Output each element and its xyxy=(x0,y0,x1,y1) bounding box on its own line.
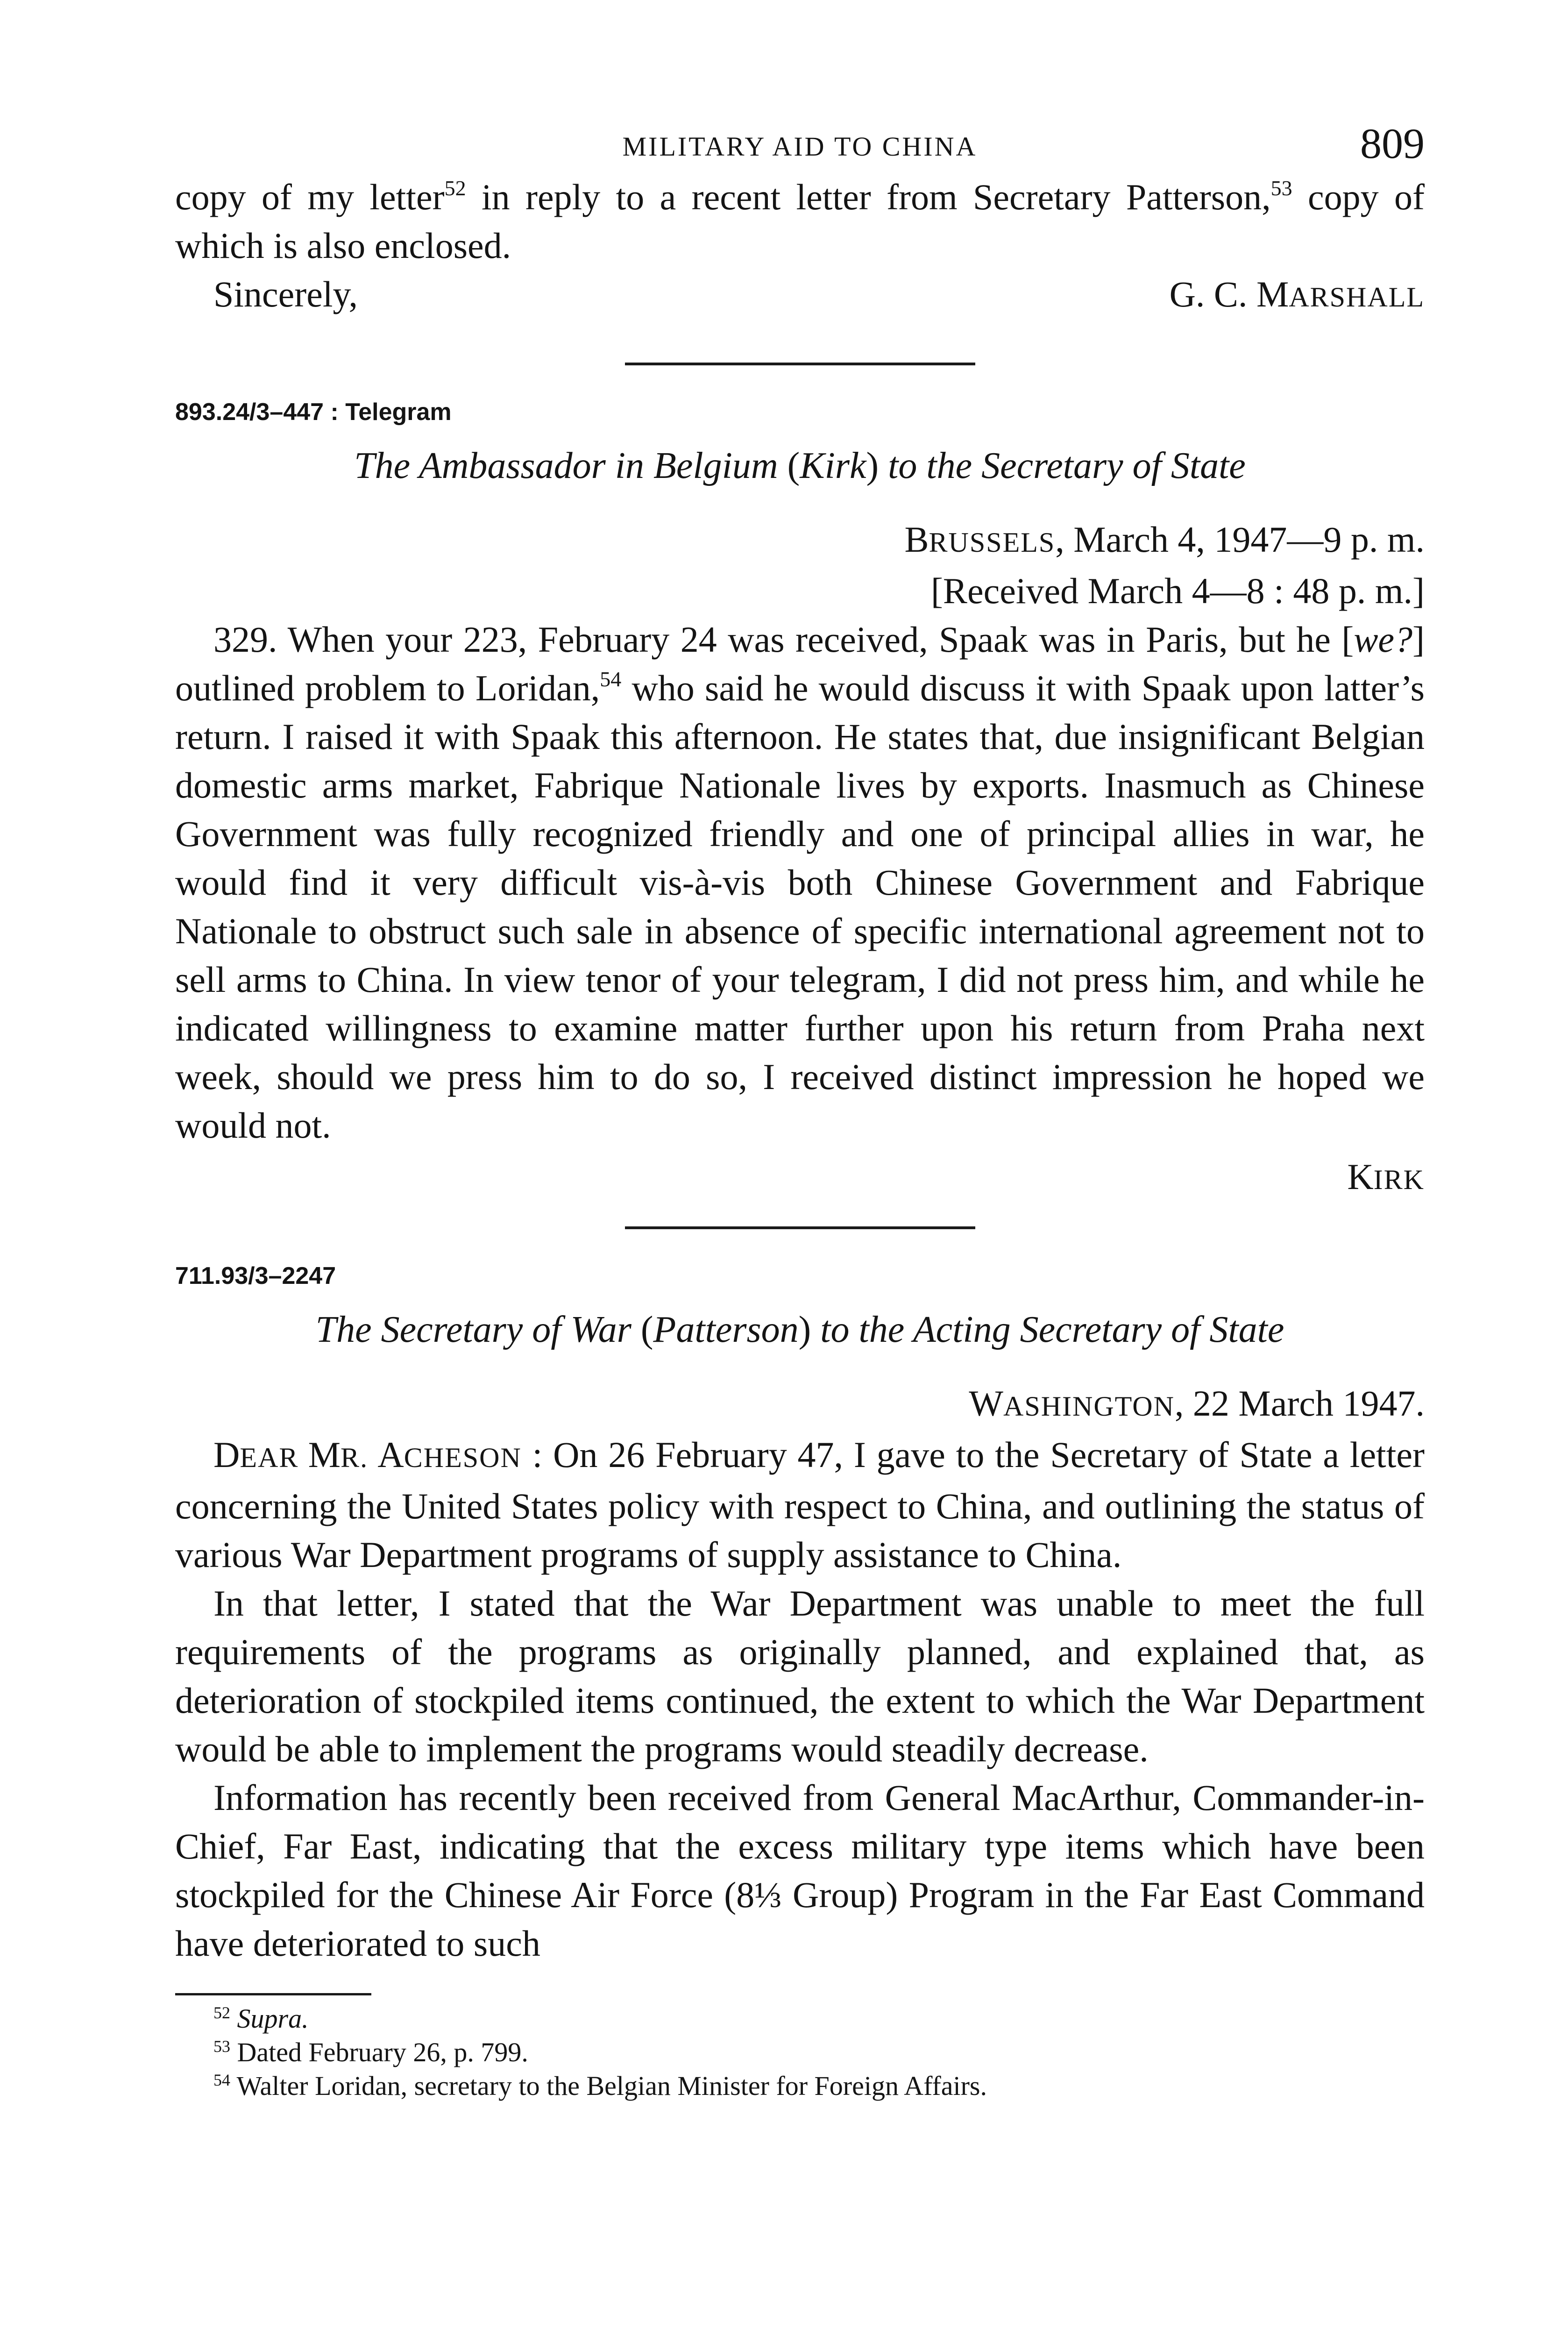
received-line: [Received March 4—8 : 48 p. m.] xyxy=(930,570,1425,611)
footnotes xyxy=(175,2002,1425,2103)
dateline xyxy=(175,1379,1425,1431)
letter-paragraph-3: Information has recently been received from General MacArthur, Commander-in-Chief, Far East, indicating that the excess military type items which have been stockpiled for the Chinese Air Force (8⅓ Group) Program in the Far East Command have deteriorated to such xyxy=(175,1777,1425,1964)
letter-paragraph-1 xyxy=(175,1431,1425,1579)
body-text-segment: who said he would discuss it with Spaak upon latter’s return. I raised it with Spaak this afternoon. He states that, due insignificant Belgian domestic arms market, Fabrique Nationale lives by exports. Inasmuch as Chinese Government was fully recognized friendly and one of principal allies in war, he would find it very difficult vis-à-vis both Chinese Government and Fabrique Nationale to obstruct such sale in absence of specific international agreement not to sell arms to China. In view tenor of your telegram, I did not press him, and while he indicated willingness to examine matter further upon his return from Praha next week, should we press him to do so, I received distinct impression he hoped we would not. xyxy=(175,668,1425,1146)
body-text-segment: 329. When your 223, February 24 was received, Spaak was in Paris, but he [ xyxy=(213,619,1354,660)
dateline-date: , 22 March 1947. xyxy=(1174,1383,1425,1424)
body-italic-query: we? xyxy=(1354,619,1413,660)
document-page xyxy=(175,112,1425,2103)
footnote-text: Walter Loridan, secretary to the Belgian Minister for Foreign Affairs. xyxy=(236,2071,987,2101)
signature-small-caps: ARSHALL xyxy=(1289,282,1425,313)
page-number: 809 xyxy=(1360,120,1425,167)
salutation-cap: D xyxy=(213,1434,240,1475)
footnote-text: Dated February 26, p. 799. xyxy=(237,2037,528,2067)
footnote-number: 53 xyxy=(213,2037,230,2056)
running-head xyxy=(175,112,1425,173)
running-title: MILITARY AID TO CHINA xyxy=(622,131,978,162)
signature-kirk xyxy=(175,1153,1425,1204)
footnote-ref-54: 54 xyxy=(600,667,622,691)
heading-paren: ( xyxy=(640,1309,653,1350)
heading-text: to the Secretary of State xyxy=(879,445,1246,486)
salutation-small-caps: CHESON xyxy=(404,1442,522,1473)
salutation-colon: : xyxy=(521,1434,553,1475)
footnote-54 xyxy=(213,2069,1425,2103)
footnote-text: Supra. xyxy=(237,2003,309,2034)
signature-marshall xyxy=(1170,270,1425,321)
dateline-place-cap: B xyxy=(904,519,929,560)
letter-paragraph-2: In that letter, I stated that the War Department was unable to meet the full requirements of the programs as originally planned, and explained that, as deterioration of stockpiled items continued, the extent to which the War Department would be able to implement the programs would steadily decrease. xyxy=(175,1583,1425,1769)
footnote-ref-52: 52 xyxy=(444,176,466,200)
marshall-letter-end xyxy=(175,173,1425,321)
heading-text: The Ambassador in Belgium xyxy=(354,445,788,486)
letter-continuation-text xyxy=(175,173,1425,270)
heading-name: Kirk xyxy=(800,445,866,486)
paragraph-text: On 26 February 47, I gave to the Secretary of State a letter concerning the United States policy with respect to China, and outlining the status of various War Department programs of supply assistance to China. xyxy=(175,1434,1425,1575)
signature-cap: K xyxy=(1347,1156,1374,1197)
file-number: 711.93/3–2247 xyxy=(175,1262,336,1289)
dateline-place-cap: W xyxy=(969,1383,1004,1424)
footnote-53 xyxy=(213,2036,1425,2069)
section-separator xyxy=(625,363,975,365)
signature-initial-cap: M xyxy=(1256,274,1289,314)
salutation-small-caps: EAR xyxy=(240,1442,308,1473)
body-text-segment: ] outlined problem to Loridan, xyxy=(175,619,1425,708)
dateline-place-small-caps: RUSSELS xyxy=(929,527,1056,558)
salutation-small-caps: R. xyxy=(341,1442,378,1473)
telegram-body xyxy=(175,615,1425,1150)
signature-small-caps: IRK xyxy=(1373,1164,1425,1195)
section-separator xyxy=(625,1226,975,1229)
letter-text-segment: in reply to a recent letter from Secretary Patterson, xyxy=(466,177,1271,217)
document-heading xyxy=(175,445,1425,487)
heading-paren: ) xyxy=(866,445,879,486)
heading-text: The Secretary of War xyxy=(315,1309,641,1350)
document-2 xyxy=(175,1262,1425,1968)
signature-initials: G. C. xyxy=(1169,274,1256,314)
document-1 xyxy=(175,398,1425,1204)
dateline-date: , March 4, 1947—9 p. m. xyxy=(1055,519,1425,560)
footnote-number: 54 xyxy=(213,2071,230,2089)
dateline-place-small-caps: ASHINGTON xyxy=(1003,1391,1175,1422)
document-heading xyxy=(175,1309,1425,1351)
dateline xyxy=(175,515,1425,567)
footnote-rule xyxy=(175,1993,371,1995)
footnote-number: 52 xyxy=(213,2003,230,2022)
footnote-52 xyxy=(213,2002,1425,2036)
file-number: 893.24/3–447 : Telegram xyxy=(175,399,452,426)
heading-paren: ( xyxy=(787,445,800,486)
heading-text: to the Acting Secretary of State xyxy=(811,1309,1284,1350)
letter-text-segment: copy of which is also enclosed. xyxy=(175,177,1425,266)
complimentary-close: Sincerely, xyxy=(213,274,358,314)
salutation-cap: M xyxy=(308,1434,341,1475)
salutation-cap: A xyxy=(377,1434,404,1475)
heading-paren: ) xyxy=(798,1309,811,1350)
footnote-ref-53: 53 xyxy=(1270,176,1292,200)
heading-name: Patterson xyxy=(653,1309,799,1350)
closing-line xyxy=(175,270,1425,321)
letter-text-segment: copy of my letter xyxy=(175,177,445,217)
